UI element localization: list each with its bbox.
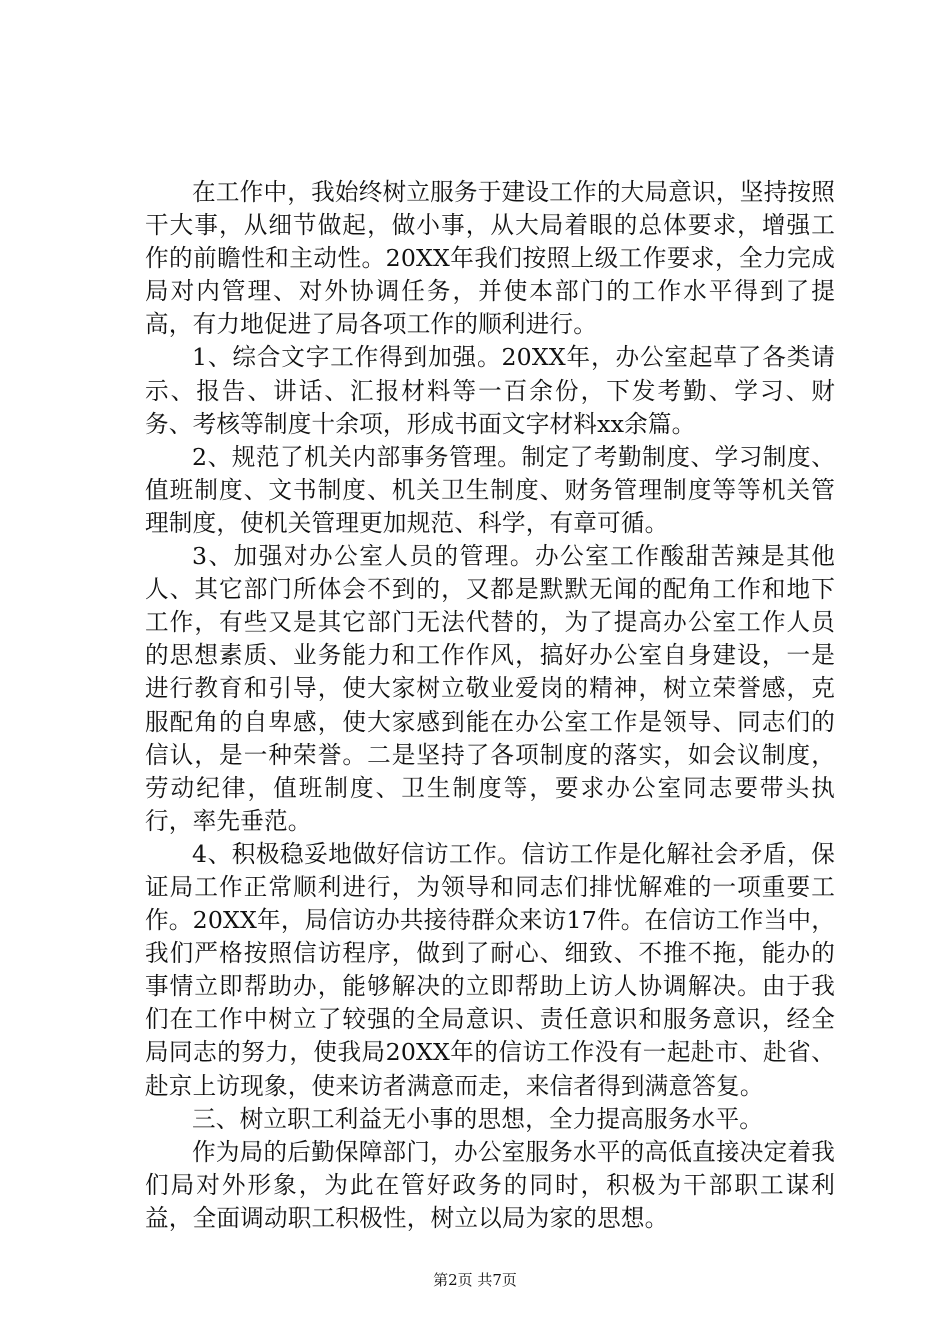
page-footer: 第2页 共7页 xyxy=(433,1271,517,1289)
document-body xyxy=(145,176,835,1235)
paragraph-item-4: 4、积极稳妥地做好信访工作。信访工作是化解社会矛盾，保证局工作正常顺利进行，为领导和同志们排忧解难的一项重要工作。20XX年，局信访办共接待群众来访17件。在信访工作当中，我们严格按照信访程序，做到了耐心、细致、不推不拖，能办的事情立即帮助办，能够解决的立即帮助上访人协调解决。由于我们在工作中树立了较强的全局意识、责任意识和服务意识，经全局同志的努力，使我局20XX年的信访工作没有一起赴市、赴省、赴京上访现象，使来访者满意而走，来信者得到满意答复。 xyxy=(145,839,835,1100)
paragraph-section-3: 作为局的后勤保障部门，办公室服务水平的高低直接决定着我们局对外形象，为此在管好政务的同时，积极为干部职工谋利益，全面调动职工积极性，树立以局为家的思想。 xyxy=(145,1137,835,1232)
section-heading-3: 三、树立职工利益无小事的思想，全力提高服务水平。 xyxy=(192,1104,764,1133)
paragraph-item-2: 2、规范了机关内部事务管理。制定了考勤制度、学习制度、值班制度、文书制度、机关卫生制度、财务管理制度等等机关管理制度，使机关管理更加规范、科学，有章可循。 xyxy=(145,442,835,537)
paragraph-item-3: 3、加强对办公室人员的管理。办公室工作酸甜苦辣是其他人、其它部门所体会不到的，又都是默默无闻的配角工作和地下工作，有些又是其它部门无法代替的，为了提高办公室工作人员的思想素质、业务能力和工作作风，搞好办公室自身建设，一是进行教育和引导，使大家树立敬业爱岗的精神，树立荣誉感，克服配角的自卑感，使大家感到能在办公室工作是领导、同志们的信认，是一种荣誉。二是坚持了各项制度的落实，如会议制度，劳动纪律，值班制度、卫生制度等，要求办公室同志要带头执行，率先垂范。 xyxy=(145,542,835,835)
paragraph-item-1: 1、综合文字工作得到加强。20XX年，办公室起草了各类请示、报告、讲话、汇报材料等一百余份，下发考勤、学习、财务、考核等制度十余项，形成书面文字材料xx余篇。 xyxy=(145,343,835,438)
paragraph-intro: 在工作中，我始终树立服务于建设工作的大局意识，坚持按照干大事，从细节做起，做小事，从大局着眼的总体要求，增强工作的前瞻性和主动性。20XX年我们按照上级工作要求，全力完成局对内管理、对外协调任务，并使本部门的工作水平得到了提高，有力地促进了局各项工作的顺利进行。 xyxy=(145,178,835,339)
